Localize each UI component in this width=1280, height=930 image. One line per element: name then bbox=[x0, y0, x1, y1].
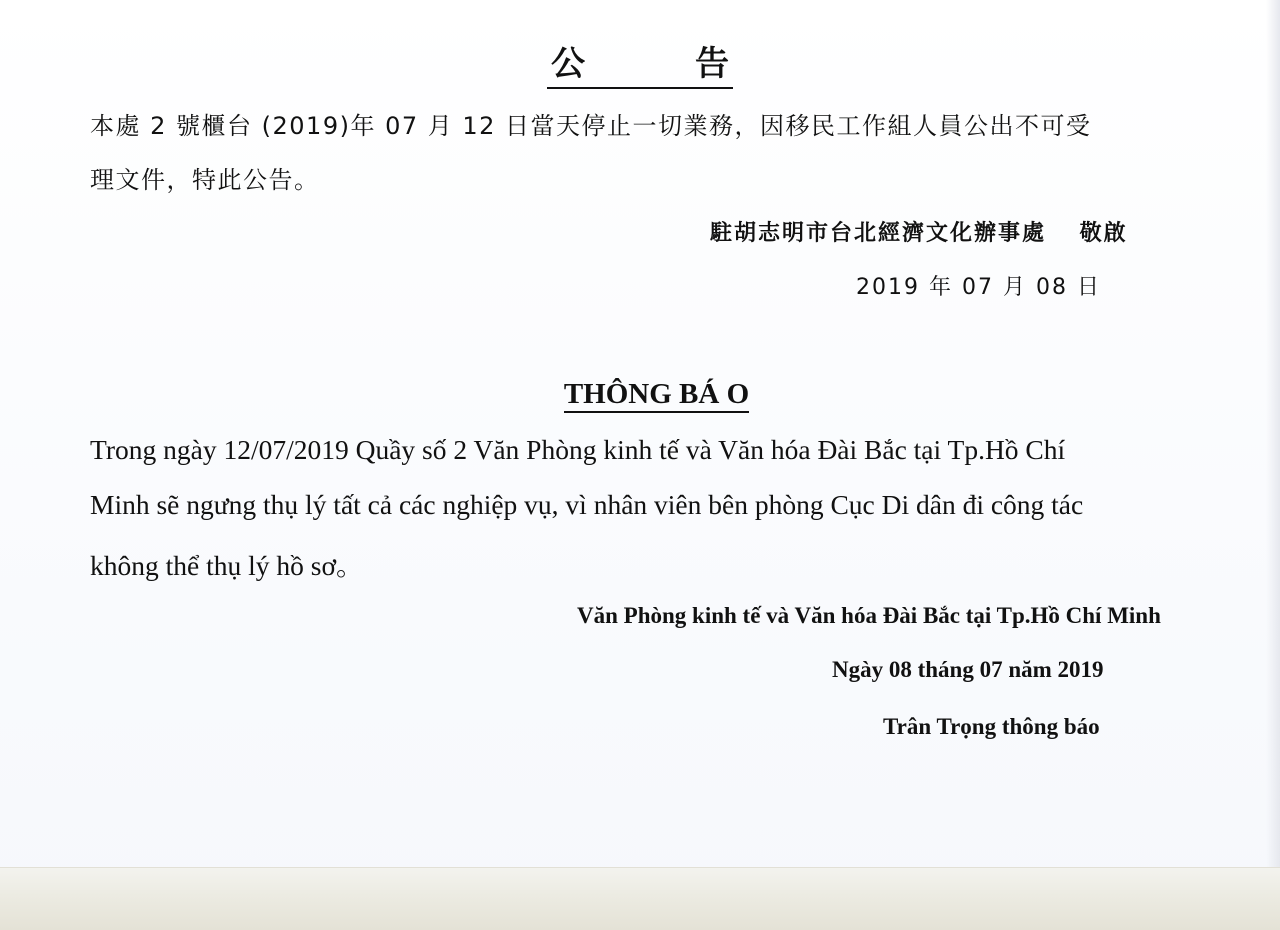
chinese-signatory: 駐胡志明市台北經濟文化辦事處 敬啟 bbox=[710, 221, 1128, 246]
scan-right-edge bbox=[1266, 0, 1280, 930]
vietnamese-body-line-1: Trong ngày 12/07/2019 Quầy số 2 Văn Phòng kinh tế và Văn hóa Đài Bắc tại Tp.Hồ Chí bbox=[90, 434, 1066, 465]
scan-bottom-edge bbox=[0, 867, 1280, 930]
chinese-body-line-1: 本處 2 號櫃台 (2019)年 07 月 12 日當天停止一切業務，因移民工作組人員公出不可受 bbox=[90, 112, 1092, 140]
chinese-title-left-char: 公 bbox=[551, 44, 585, 84]
vietnamese-closing: Trân Trọng thông báo bbox=[883, 714, 1100, 739]
vietnamese-title bbox=[0, 378, 1280, 411]
vietnamese-date: Ngày 08 tháng 07 năm 2019 bbox=[832, 657, 1104, 682]
chinese-title-right-char: 告 bbox=[695, 44, 729, 84]
chinese-date: 2019 年 07 月 08 日 bbox=[856, 275, 1101, 300]
chinese-title bbox=[0, 36, 1280, 89]
vietnamese-signatory: Văn Phòng kinh tế và Văn hóa Đài Bắc tại Tp.Hồ Chí Minh bbox=[577, 603, 1161, 628]
vietnamese-body-line-2: Minh sẽ ngưng thụ lý tất cả các nghiệp vụ, vì nhân viên bên phòng Cục Di dân đi công tác bbox=[90, 489, 1084, 520]
vietnamese-body-line-3: không thể thụ lý hồ sơ。 bbox=[90, 550, 364, 581]
chinese-title-underlined bbox=[547, 36, 733, 89]
vietnamese-title-text: THÔNG BÁ O bbox=[564, 378, 749, 413]
chinese-body-line-2: 理文件，特此公告。 bbox=[90, 166, 320, 194]
